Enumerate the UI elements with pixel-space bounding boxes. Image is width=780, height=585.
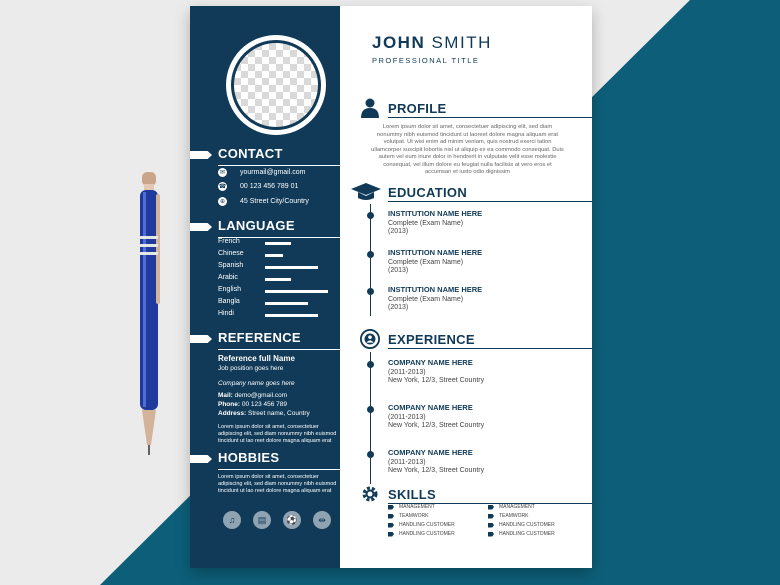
language-level-bar (265, 254, 283, 257)
profile-title: PROFILE (388, 101, 447, 116)
experience-entry: COMPANY NAME HERE (2011-2013) New York, 12/3, Street Country (388, 448, 485, 474)
reference-position: Job position goes here (218, 365, 284, 372)
email-icon: ✉ (219, 170, 226, 176)
football-icon: ⚽ (283, 511, 301, 529)
main-content (340, 6, 592, 568)
reference-company: Company name goes here (218, 380, 295, 387)
language-title: LANGUAGE (218, 218, 295, 233)
language-item: Chinese (218, 250, 338, 260)
pen-illustration (130, 170, 170, 460)
timeline-dot (367, 451, 374, 458)
education-entry: INSTITUTION NAME HERE Complete (Exam Name) (2013) (388, 209, 483, 235)
phone-icon: ☎ (218, 184, 227, 190)
experience-heading (356, 329, 592, 351)
education-title: EDUCATION (388, 185, 468, 200)
skill-item: HANDLING CUSTOMER (488, 522, 555, 528)
reference-title: REFERENCE (218, 330, 301, 345)
language-item: English (218, 286, 338, 296)
language-level-bar (265, 314, 318, 317)
education-timeline (370, 204, 371, 316)
language-item: Bangla (218, 298, 338, 308)
skill-item: TEAMWORK (488, 513, 528, 519)
language-level-bar (265, 278, 291, 281)
book-icon: ▤ (253, 511, 271, 529)
experience-timeline (370, 352, 371, 484)
hobbies-title: HOBBIES (218, 450, 280, 465)
language-heading (190, 218, 340, 240)
contact-email: ✉ yourmail@gmail.com (219, 169, 306, 176)
dumbbell-icon: ⇹ (313, 511, 331, 529)
headphones-icon: ♫ (223, 511, 241, 529)
reference-mail: Mail: demo@gmail.com (218, 392, 288, 399)
timeline-dot (367, 251, 374, 258)
contact-title: CONTACT (218, 146, 283, 161)
reference-heading (190, 330, 340, 352)
education-entry: INSTITUTION NAME HERE Complete (Exam Name) (2013) (388, 248, 483, 274)
hobbies-heading (190, 450, 340, 472)
location-icon: ⊕ (219, 199, 226, 205)
person-icon (360, 98, 380, 118)
timeline-dot (367, 361, 374, 368)
language-item: Hindi (218, 310, 338, 320)
sidebar (190, 6, 340, 568)
resume-sheet (190, 6, 592, 568)
language-item: Spanish (218, 262, 338, 272)
skill-item: TEAMWORK (388, 513, 428, 519)
experience-title: EXPERIENCE (388, 332, 475, 347)
candidate-name: JOHN SMITH (372, 33, 492, 52)
reference-text: Lorem ipsum dolor sit amet, consectetuer adipiscing elit, sed diam nonummy nibh euismod tincidunt ut lao reet dolore magna aliquam erat (218, 424, 337, 444)
timeline-dot (367, 406, 374, 413)
language-level-bar (265, 242, 291, 245)
skill-item: MANAGEMENT (388, 504, 435, 510)
profile-heading (356, 98, 592, 120)
education-entry: INSTITUTION NAME HERE Complete (Exam Name) (2013) (388, 285, 483, 311)
language-level-bar (265, 302, 308, 305)
reference-phone: Phone: 00 123 456 789 (218, 401, 288, 408)
graduation-cap-icon (350, 182, 382, 202)
profile-text: Lorem ipsum dolor sit amet, consectetuer adipiscing elit, sed diam nonummy nibh euismod tincidunt ut laoreet dolore magna aliquam erat volutpat. Ut wisi enim ad minim veniam, quis nostrud exerci tation ullamcorper suscipit lobortis nisl ut aliquip ex ea commodo consequat. Duis autem vel eum iriure dolor in hendrerit in vulputate velit esse molestie consequat, vel illum dolore eu feugiat nulla facilisis at vero eros et accumsan et iusto odio dignissim (371, 124, 564, 175)
timeline-dot (367, 212, 374, 219)
language-item: Arabic (218, 274, 338, 284)
experience-entry: COMPANY NAME HERE (2011-2013) New York, 12/3, Street Country (388, 358, 485, 384)
reference-address: Address: Street name, Country (218, 410, 310, 417)
language-level-bar (265, 290, 328, 293)
language-level-bar (265, 266, 318, 269)
contact-heading (190, 146, 340, 168)
experience-icon (360, 329, 380, 349)
skill-item: HANDLING CUSTOMER (488, 531, 555, 537)
hobbies-text: Lorem ipsum dolor sit amet, consectetuer adipiscing elit, sed diam nonummy nibh euismod tincidunt ut lao reet dolore magna aliquam erat (218, 474, 337, 494)
contact-address: ⊕ 45 Street City/Country (219, 198, 309, 205)
skills-title: SKILLS (388, 487, 437, 502)
education-heading (356, 182, 592, 204)
skill-item: HANDLING CUSTOMER (388, 531, 455, 537)
profile-photo (226, 35, 326, 135)
timeline-dot (367, 288, 374, 295)
skill-item: HANDLING CUSTOMER (388, 522, 455, 528)
gear-icon (360, 484, 380, 504)
language-item: French (218, 238, 338, 248)
professional-title: PROFESSIONAL TITLE (372, 56, 480, 65)
reference-name: Reference full Name (218, 354, 295, 363)
contact-phone: ☎ 00 123 456 789 01 (218, 183, 299, 190)
experience-entry: COMPANY NAME HERE (2011-2013) New York, 12/3, Street Country (388, 403, 485, 429)
skills-heading (356, 484, 592, 506)
skill-item: MANAGEMENT (488, 504, 535, 510)
